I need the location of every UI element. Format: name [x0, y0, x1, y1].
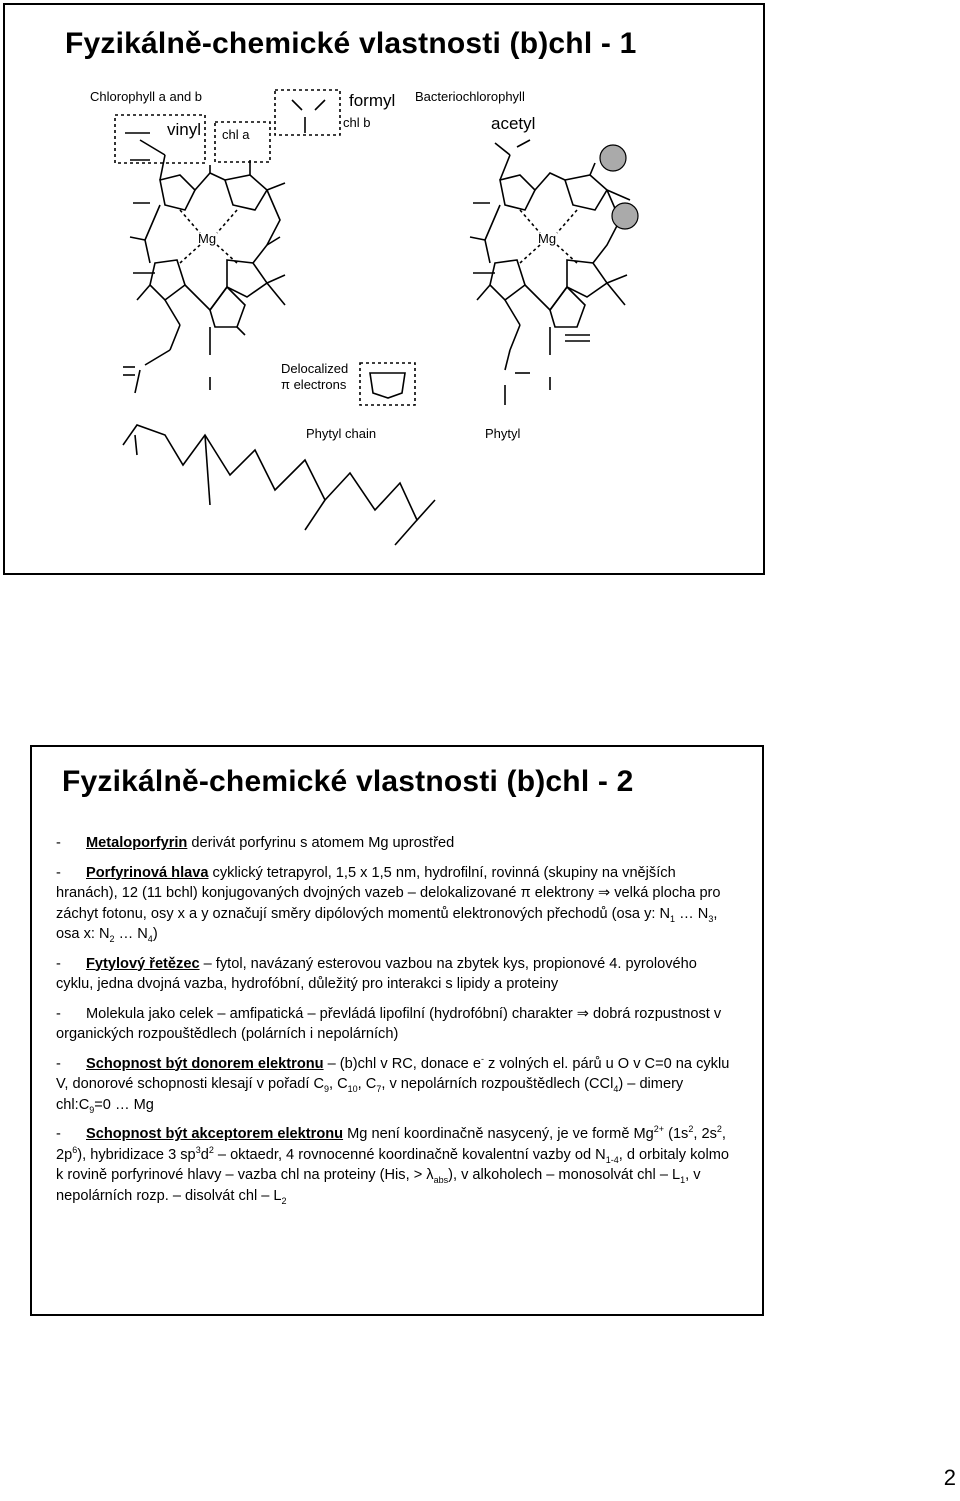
- para-akceptor: - Schopnost být akceptorem elektronu Mg není koordinačně nasycený, je ve formě $Mg^{2+}$ ($1s^2$, $2s^2$, $2p^6$), hybridizace 3 $sp^3d^2$ – oktaedr, 4 rovnocenné koordinačně kovalentní vazby od $N_{1-4}$, d orbitaly kolmo k rovině porfyrinové hlavy – vazba chl na proteiny (His, > $\lambda_{abs}$), v alkoholech – monosolvát chl – $L_1$, v nepolárních rozp. – disolvát chl – $L_2$: [56, 1124, 730, 1206]
- label-phytyl-chain: Phytyl chain: [306, 426, 377, 441]
- para-molekula: - Molekula jako celek – amfipatická – převládá lipofilní (hydrofóbní) charakter ⇒ dobrá rozpustnost v organických rozpouštědlech (polárních i nepolárních): [56, 1005, 722, 1042]
- ring-iv-left: [150, 260, 185, 300]
- label-mg-right: Mg: [538, 231, 557, 246]
- key-porfyrinova-hlava: Porfyrinová hlava: [86, 864, 209, 881]
- label-vinyl: vinyl: [167, 120, 202, 139]
- ring-iii-right: [567, 260, 607, 297]
- slide-1-title: Fyzikálně-chemické vlastnosti (b)chl - 1: [65, 27, 637, 60]
- slide-2: [30, 745, 764, 1316]
- ring-iii-left: [227, 260, 267, 297]
- para-donor: - Schopnost být donorem elektronu – (b)chl v RC, donace e- z volných el. párů u O v C=0 na cyklu V, donorové schopnosti klesají v pořadí $C_9$, $C_{10}$, $C_7$, v nepolárních rozpouštědlech (CCl$_4$) – dimery $chl:C_9=0$ … Mg: [56, 1053, 730, 1115]
- key-akceptor: Schopnost být akceptorem elektronu: [86, 1126, 344, 1142]
- chlorophyll-structure-figure: [5, 5, 763, 573]
- ring-i-right: [500, 175, 535, 210]
- page-number: 2: [943, 1465, 956, 1490]
- key-donor: Schopnost být donorem elektronu: [86, 1055, 324, 1072]
- label-chl-b: chl b: [343, 115, 371, 130]
- key-metaloporfyrin: Metaloporfyrin: [86, 835, 188, 851]
- label-formyl: formyl: [349, 91, 396, 110]
- slide-2-body: [56, 833, 736, 1215]
- ring-ii-right: [565, 175, 607, 210]
- para-porfyrinova-hlava: - Porfyrinová hlava cyklický tetrapyrol, 1,5 x 1,5 nm, hydrofilní, rovinná (skupiny na vnějších hranách), 12 (11 bchl) konjugovaných dvojných vazeb – delokalizované π elektrony ⇒ velká plocha pro záchyt fotonu, osy x a y označují směry dipólových momentů elektronových přechodů (osa y: $N_1$ … $N_3$, osa x: $N_2$ … $N_4$): [56, 864, 721, 944]
- ring-iv-right: [490, 260, 525, 300]
- ring-ii-left: [225, 175, 267, 210]
- label-phytyl: Phytyl: [485, 426, 521, 441]
- para-metaloporfyrin: - Metaloporfyrin derivát porfyrinu s atomem Mg uprostřed: [56, 835, 455, 851]
- key-fytylovy-retezec: Fytylový řetězec: [86, 955, 200, 972]
- label-delocalized: Delocalized: [281, 361, 349, 376]
- label-chlorophyll-ab: Chlorophyll a and b: [90, 89, 203, 104]
- para-fytylovy-retezec: - Fytylový řetězec – fytol, navázaný esterovou vazbou na zbytek kys, propionové 4. pyrolového cyklu, jedna dvojná vazba, hydrofóbní, důležitý pro interakci s lipidy a proteiny: [56, 955, 697, 992]
- ring-i-left: [160, 175, 195, 210]
- slide-1: [3, 3, 765, 575]
- label-acetyl: acetyl: [491, 114, 536, 133]
- label-pi-electrons: π electrons: [281, 377, 347, 392]
- label-mg-left: Mg: [198, 231, 217, 246]
- label-chl-a: chl a: [222, 127, 250, 142]
- slide-2-title: Fyzikálně-chemické vlastnosti (b)chl - 2: [62, 765, 634, 798]
- label-bacteriochlorophyll: Bacteriochlorophyll: [415, 89, 525, 104]
